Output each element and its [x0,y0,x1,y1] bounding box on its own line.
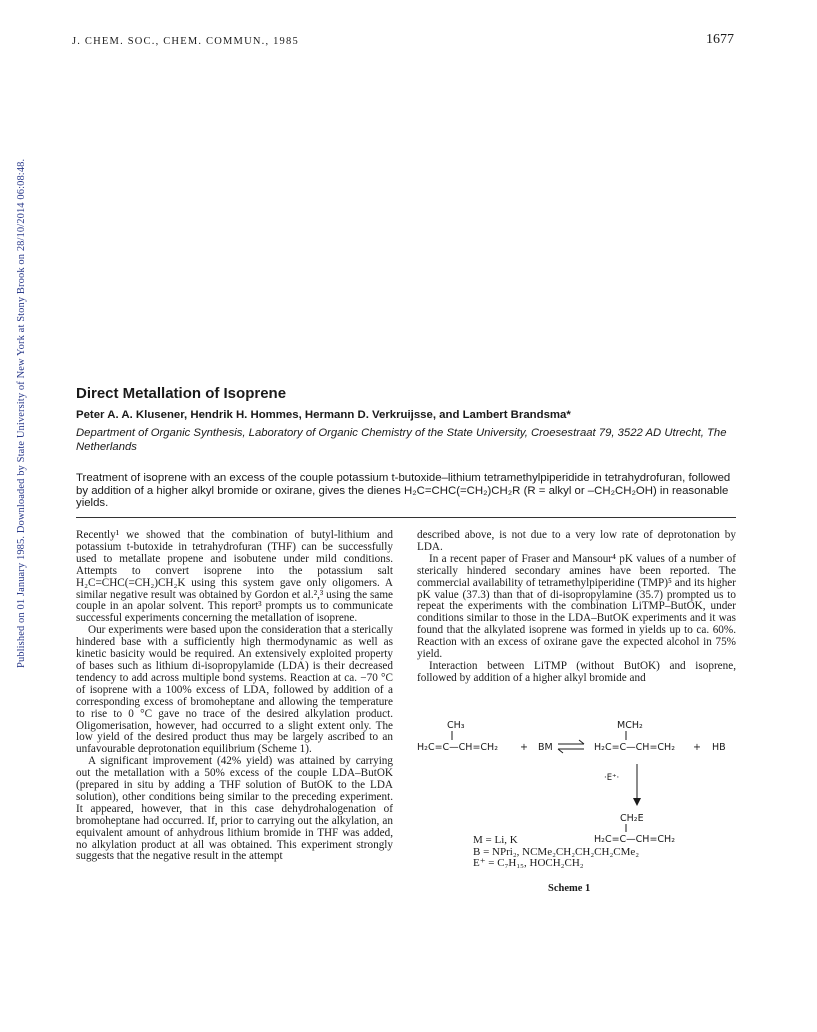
affiliation: Department of Organic Synthesis, Laboratory of Organic Chemistry of the State University, Croesestraat 79, 3522 AD Utrecht, The Netherlands [76,427,727,453]
electrophile-label: ·E⁺· [604,773,620,783]
forward-arrow-head [579,740,584,744]
paragraph: A significant improvement (42% yield) was attained by carrying out the metallation with a 50% excess of the couple LDA–ButOK (prepared in situ by adding a THF solution of ButOK to the LDA solution), other conditions being similar to the preceding experiment. It appeared, however, that in this case dehydrohalogenation of bromoheptane had occurred. If, prior to carrying out the alkylation, an equivalent amount of anhydrous lithium bromide in THF was added, no alkylation product at all was obtained. This experiment strongly suggests that the negative result in the attempt [76,755,393,863]
legend-electrophile: E⁺ = C₇H₁₅, HOCH₂CH₂ [473,857,584,870]
download-notice-text: Published on 01 January 1985. Downloaded by State University of New York at Stony Brook on 28/10/2014 06:08:48. [16,158,27,668]
metallomethyl-label: MCH₂ [617,720,643,731]
plus-sign: + [520,742,528,753]
running-head: J. CHEM. SOC., CHEM. COMMUN., 1985 [72,36,299,47]
download-notice [0,128,27,668]
page-number: 1677 [706,32,734,47]
paragraph: Our experiments were based upon the consideration that a sterically hindered base with a sufficiently high thermodynamic as well as kinetic basicity would be required. An extensively exploited property of bases such as lithium di-isopropylamide (LDA) is their decreased tendency to add across multiple bond systems. Reaction at ca. −70 °C of isoprene with a 100% excess of LDA, followed by addition of a corresponding excess of bromoheptane and allowing the temperature to rise to 0 °C gave no trace of the desired alkylation product. Oligomerisation, however, had occurred to a slight extent only. The low yield of the desired product thus may be largely ascribed to an unfavourable deprotonation equilibrium (Scheme 1). [76,624,393,756]
plus-sign: + [693,742,701,753]
paragraph: described above, is not due to a very low rate of deprotonation by LDA. [417,529,736,553]
scheme-caption: Scheme 1 [548,883,591,894]
body-column-right [417,530,736,685]
product-chain: H₂C=C—CH=CH₂ [594,834,676,845]
legend-metal: M = Li, K [473,834,518,846]
paragraph: In a recent paper of Fraser and Mansour⁴ pK values of a number of sterically hindered secondary amines have been reported. The commercial availability of tetramethylpiperidine (TMP)⁵ and its higher pK value (37.3) than that of di-isopropylamine (35.7) prompted us to repeat the experiments with the combination LiTMP–ButOK, under conditions similar to those in the LDA–ButOK experiments and it was found that the alkylated isoprene was formed in yields up to ca. 60%. Reaction with an excess of oxirane gave the expected alcohol in 75% yield. [417,552,736,661]
scheme-legend [473,835,639,870]
acid-label: HB [712,742,726,753]
section-divider [76,517,736,518]
metallated-chain: H₂C=C—CH=CH₂ [594,742,676,753]
base-label: BM [538,742,553,753]
reverse-arrow-head [558,749,563,753]
legend-base: B = NPri₂, NCMe₂CH₂CH₂CH₂CMe₂ [473,845,640,858]
author-list: Peter A. A. Klusener, Hendrik H. Hommes, Hermann D. Verkruijsse, and Lambert Brandsma* [76,409,571,421]
down-arrow-head [633,798,641,806]
paragraph: Interaction between LiTMP (without ButOK) and isoprene, followed by addition of a higher alkyl bromide and [417,659,736,684]
isoprene-chain: H₂C=C—CH=CH₂ [417,742,499,753]
paragraph: Recently¹ we showed that the combination of butyl-lithium and potassium t-butoxide in tetrahydrofuran (THF) can be successfully used to metallate propene and isobutene under mild conditions. Attempts to convert isoprene into the potassium salt H₂C=CHC(=CH₂)CH₂K using this system gave only oligomers. A similar negative result was obtained by Gordon et al.²,³ using the same couple in an apolar solvent. This report³ prompts us to communicate successful experiments concerning the metallation of isoprene. [76,529,393,625]
methyl-group-label: CH₃ [447,720,465,731]
article-title: Direct Metallation of Isoprene [76,385,287,402]
alkylated-group-label: CH₂E [620,813,644,824]
body-column-left [76,530,393,863]
abstract: Treatment of isoprene with an excess of the couple potassium t-butoxide–lithium tetramethylpiperidide in tetrahydrofuran, followed by addition of a higher alkyl bromide or oxirane, gives the dienes H₂C=CHC(=CH₂)CH₂R (R = alkyl or –CH₂CH₂OH) in reasonable yields. [76,472,731,509]
